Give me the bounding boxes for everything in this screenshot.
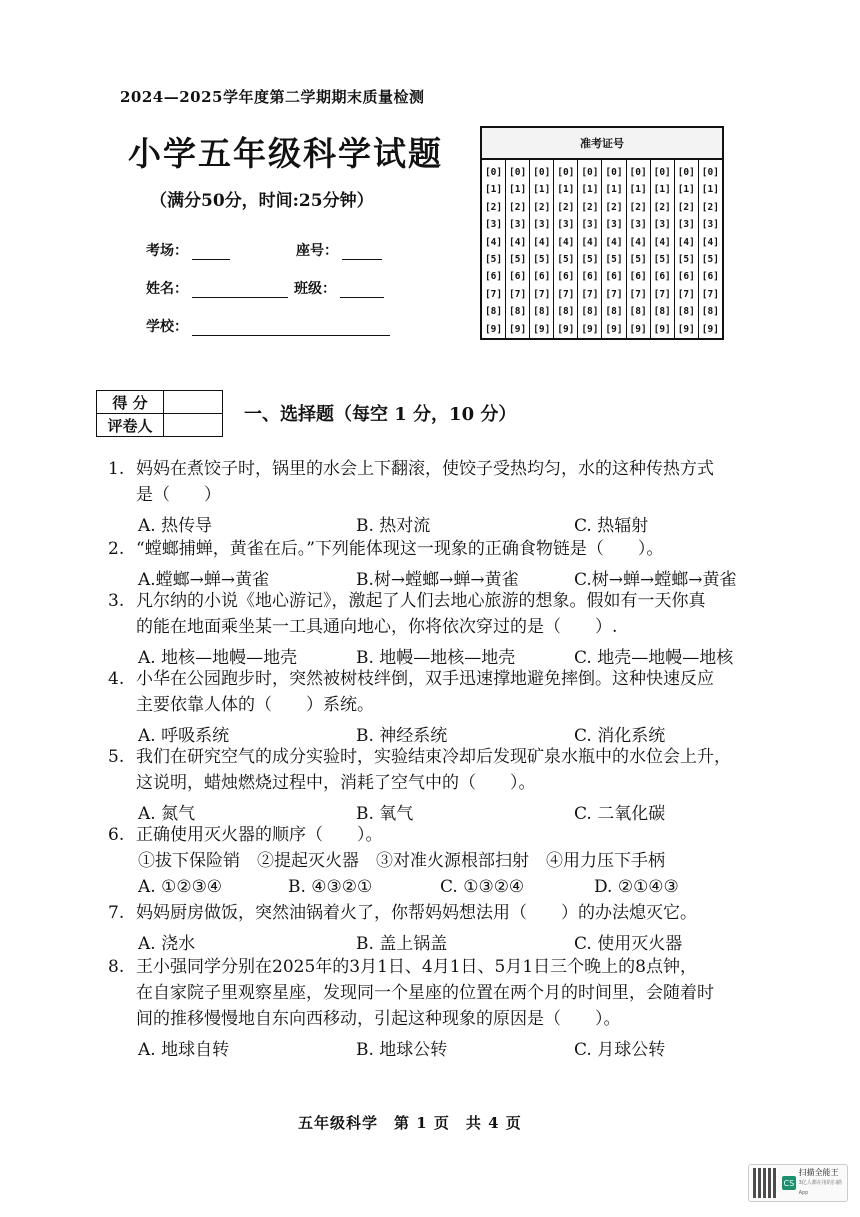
- exam-number-bubble[interactable]: [8]: [605, 306, 623, 318]
- seat-blank[interactable]: [342, 245, 382, 260]
- school-field: [146, 316, 390, 336]
- exam-number-bubble[interactable]: [0]: [484, 167, 503, 178]
- question-text: 小华在公园跑步时，突然被树枝绊倒，双手迅速撑地避免摔倒。这种快速反应: [136, 669, 714, 689]
- exam-number-bubble[interactable]: [0]: [605, 167, 623, 178]
- answer-option[interactable]: B. 地球公转: [356, 1040, 448, 1060]
- question-text: 间的推移慢慢地自东向西移动，引起这种现象的原因是（ ）。: [136, 1009, 621, 1029]
- exam-number-bubble[interactable]: [6]: [701, 271, 719, 283]
- exam-number-bubble[interactable]: [5]: [629, 253, 647, 265]
- answer-option[interactable]: B. 热对流: [356, 516, 431, 536]
- exam-room-label: 考场：: [146, 243, 188, 259]
- exam-number-bubble[interactable]: [9]: [677, 323, 695, 335]
- exam-number-column: [675, 160, 699, 340]
- grader-blank[interactable]: [164, 414, 223, 437]
- exam-number-column: [578, 160, 602, 340]
- question-text: 这说明，蜡烛燃烧过程中，消耗了空气中的（ ）。: [136, 773, 536, 793]
- question-text: 的能在地面乘坐某一工具通向地心，你将依次穿过的是（ ）.: [136, 617, 618, 637]
- exam-number-bubble[interactable]: [8]: [484, 306, 503, 318]
- exam-number-bubble[interactable]: [3]: [581, 219, 599, 231]
- question-number: 3.: [108, 591, 125, 611]
- exam-number-bubble[interactable]: [5]: [581, 253, 599, 265]
- exam-number-bubble[interactable]: [2]: [484, 201, 503, 213]
- exam-number-bubble[interactable]: [2]: [605, 201, 623, 213]
- answer-option[interactable]: A. 地球自转: [138, 1040, 230, 1060]
- answer-option[interactable]: B. 盖上锅盖: [356, 934, 448, 954]
- exam-number-bubble[interactable]: [3]: [557, 219, 575, 231]
- exam-number-bubble[interactable]: [8]: [701, 306, 719, 318]
- answer-option[interactable]: B. 神经系统: [356, 726, 448, 746]
- exam-number-bubble[interactable]: [6]: [653, 271, 671, 283]
- question-text: 王小强同学分别在2025年的3月1日、4月1日、5月1日三个晚上的8点钟，: [136, 957, 697, 977]
- class-field: [294, 278, 384, 298]
- exam-number-bubble[interactable]: [6]: [484, 271, 503, 283]
- exam-number-bubble[interactable]: [3]: [605, 219, 623, 231]
- page-footer: 五年级科学 第 1 页 共 4 页: [298, 1114, 522, 1132]
- answer-option[interactable]: A. 氮气: [138, 804, 196, 824]
- score-label: 得 分: [97, 391, 164, 414]
- exam-number-bubble[interactable]: [6]: [605, 271, 623, 283]
- exam-number-bubble[interactable]: [1]: [629, 184, 647, 196]
- exam-number-bubble[interactable]: [4]: [605, 236, 623, 248]
- answer-option[interactable]: B. ④③②①: [288, 877, 373, 897]
- exam-number-bubble[interactable]: [9]: [533, 323, 551, 335]
- seat-label: 座号：: [296, 243, 338, 259]
- exam-room-blank[interactable]: [192, 245, 230, 260]
- exam-number-bubble[interactable]: [8]: [653, 306, 671, 318]
- question-text: 妈妈厨房做饭，突然油锅着火了，你帮妈妈想法用（ ）的办法熄灭它。: [136, 903, 697, 923]
- qr-code-icon: [753, 1168, 778, 1198]
- exam-number-bubble[interactable]: [8]: [509, 306, 527, 318]
- exam-number-bubble[interactable]: [5]: [677, 253, 695, 265]
- question-text: “螳螂捕蝉，黄雀在后。”下列能体现这一现象的正确食物链是（ ）。: [136, 539, 664, 559]
- exam-number-bubble[interactable]: [0]: [653, 167, 671, 178]
- exam-number-bubble[interactable]: [5]: [605, 253, 623, 265]
- scanner-sub: 3亿人都在用的扫描App: [798, 1180, 842, 1196]
- exam-number-bubble[interactable]: [7]: [533, 288, 551, 300]
- class-blank[interactable]: [340, 283, 384, 298]
- exam-number-column: [554, 160, 578, 340]
- exam-number-bubble[interactable]: [2]: [533, 201, 551, 213]
- exam-number-bubble[interactable]: [1]: [484, 184, 503, 196]
- question-text: 在自家院子里观察星座，发现同一个星座的位置在两个月的时间里，会随着时: [136, 983, 714, 1003]
- exam-number-bubble[interactable]: [9]: [509, 323, 527, 335]
- exam-number-bubble[interactable]: [0]: [629, 167, 647, 178]
- exam-number-bubble[interactable]: [1]: [677, 184, 695, 196]
- exam-number-bubble[interactable]: [9]: [605, 323, 623, 335]
- answer-option[interactable]: C. 二氧化碳: [574, 804, 666, 824]
- exam-number-bubble[interactable]: [2]: [677, 201, 695, 213]
- cs-logo: CS: [782, 1176, 795, 1190]
- answer-option[interactable]: B.树→螳螂→蝉→黄雀: [356, 570, 519, 590]
- question-number: 7.: [108, 903, 125, 923]
- question-text: 凡尔纳的小说《地心游记》，激起了人们去地心旅游的想象。假如有一天你真: [136, 591, 706, 611]
- exam-number-bubble[interactable]: [4]: [629, 236, 647, 248]
- answer-option[interactable]: A. 浇水: [138, 934, 196, 954]
- exam-number-bubble[interactable]: [9]: [557, 323, 575, 335]
- exam-number-bubble[interactable]: [2]: [581, 201, 599, 213]
- exam-number-bubble[interactable]: [5]: [701, 253, 719, 265]
- exam-number-grid: [480, 126, 724, 340]
- scanner-text: [799, 1168, 843, 1198]
- exam-number-bubble[interactable]: [1]: [701, 184, 719, 196]
- exam-number-bubble[interactable]: [1]: [653, 184, 671, 196]
- exam-number-bubble[interactable]: [1]: [581, 184, 599, 196]
- exam-number-bubble[interactable]: [9]: [701, 323, 719, 335]
- exam-number-bubble[interactable]: [7]: [677, 288, 695, 300]
- exam-number-bubble[interactable]: [6]: [581, 271, 599, 283]
- question-number: 1.: [108, 459, 125, 479]
- score-time-note: （满分50分，时间:25分钟）: [150, 191, 374, 211]
- answer-option[interactable]: A.螳螂→蝉→黄雀: [138, 570, 270, 590]
- exam-number-bubble[interactable]: [5]: [533, 253, 551, 265]
- exam-number-bubble[interactable]: [9]: [653, 323, 671, 335]
- exam-number-bubble[interactable]: [4]: [484, 236, 503, 248]
- school-label: 学校：: [146, 319, 188, 335]
- exam-number-bubble[interactable]: [7]: [484, 288, 503, 300]
- exam-number-column: [506, 160, 530, 340]
- exam-number-column: [651, 160, 675, 340]
- exam-number-bubble[interactable]: [4]: [557, 236, 575, 248]
- exam-number-column: [627, 160, 651, 340]
- exam-number-column: [530, 160, 554, 340]
- exam-number-column: [699, 160, 722, 340]
- question-number: 6.: [108, 825, 125, 845]
- exam-room-field: [146, 240, 230, 260]
- question-number: 8.: [108, 957, 125, 977]
- exam-number-bubble[interactable]: [2]: [653, 201, 671, 213]
- section-title: 一、选择题（每空 1 分，10 分）: [244, 404, 517, 425]
- answer-option[interactable]: C. ①③②④: [440, 877, 525, 897]
- exam-number-bubble[interactable]: [3]: [629, 219, 647, 231]
- seat-field: [296, 240, 382, 260]
- question-number: 5.: [108, 747, 125, 767]
- answer-option[interactable]: D. ②①④③: [594, 877, 679, 897]
- exam-number-bubble[interactable]: [7]: [701, 288, 719, 300]
- answer-option[interactable]: B. 氧气: [356, 804, 414, 824]
- page-title: 小学五年级科学试题: [128, 134, 443, 173]
- exam-number-bubble[interactable]: [8]: [557, 306, 575, 318]
- scanner-watermark: [748, 1164, 848, 1202]
- question-text: 正确使用灭火器的顺序（ ）。: [136, 825, 383, 845]
- exam-number-bubble[interactable]: [7]: [605, 288, 623, 300]
- exam-number-bubble[interactable]: [2]: [701, 201, 719, 213]
- exam-number-bubble[interactable]: [0]: [557, 167, 575, 178]
- question-text: ①拔下保险销 ②提起灭火器 ③对准火源根部扫射 ④用力压下手柄: [138, 851, 665, 871]
- answer-option[interactable]: C. 月球公转: [574, 1040, 666, 1060]
- name-field: [146, 278, 288, 298]
- answer-option[interactable]: C. 热辐射: [574, 516, 649, 536]
- exam-number-bubble[interactable]: [8]: [677, 306, 695, 318]
- exam-number-bubble[interactable]: [6]: [557, 271, 575, 283]
- exam-number-bubble[interactable]: [1]: [533, 184, 551, 196]
- exam-number-bubble[interactable]: [4]: [653, 236, 671, 248]
- exam-number-bubble[interactable]: [1]: [605, 184, 623, 196]
- name-blank[interactable]: [192, 283, 288, 298]
- exam-number-bubble[interactable]: [7]: [557, 288, 575, 300]
- exam-number-bubble[interactable]: [2]: [629, 201, 647, 213]
- question-text: 妈妈在煮饺子时，锅里的水会上下翻滚，使饺子受热均匀，水的这种传热方式: [136, 459, 714, 479]
- question-number: 4.: [108, 669, 125, 689]
- answer-option[interactable]: B. 地幔—地核—地壳: [356, 648, 516, 668]
- exam-number-bubble[interactable]: [8]: [629, 306, 647, 318]
- exam-number-bubble[interactable]: [4]: [509, 236, 527, 248]
- exam-term-heading: 2024—2025学年度第二学期期末质量检测: [120, 88, 425, 106]
- scanner-name: 扫描全能王: [798, 1168, 839, 1177]
- exam-number-bubble[interactable]: [5]: [653, 253, 671, 265]
- exam-number-bubble[interactable]: [3]: [677, 219, 695, 231]
- answer-option[interactable]: C. 消化系统: [574, 726, 666, 746]
- exam-number-bubble[interactable]: [4]: [581, 236, 599, 248]
- exam-number-bubble[interactable]: [3]: [509, 219, 527, 231]
- name-label: 姓名：: [146, 281, 188, 297]
- exam-number-bubble[interactable]: [3]: [533, 219, 551, 231]
- exam-number-bubble[interactable]: [0]: [581, 167, 599, 178]
- question-text: 我们在研究空气的成分实验时，实验结束冷却后发现矿泉水瓶中的水位会上升，: [136, 747, 731, 767]
- answer-option[interactable]: A. ①②③④: [138, 877, 223, 897]
- exam-number-bubble[interactable]: [1]: [557, 184, 575, 196]
- exam-number-bubble[interactable]: [7]: [629, 288, 647, 300]
- exam-number-bubble[interactable]: [4]: [533, 236, 551, 248]
- answer-option[interactable]: A. 呼吸系统: [138, 726, 230, 746]
- exam-number-bubble[interactable]: [9]: [581, 323, 599, 335]
- question-number: 2.: [108, 539, 125, 559]
- exam-number-bubble[interactable]: [2]: [509, 201, 527, 213]
- exam-number-bubble[interactable]: [8]: [581, 306, 599, 318]
- answer-option[interactable]: A. 热传导: [138, 516, 213, 536]
- exam-number-columns: [482, 160, 722, 340]
- exam-number-bubble[interactable]: [6]: [677, 271, 695, 283]
- exam-number-column: [482, 160, 506, 340]
- school-blank[interactable]: [192, 321, 390, 336]
- exam-number-bubble[interactable]: [3]: [701, 219, 719, 231]
- score-blank[interactable]: [164, 391, 223, 414]
- exam-number-bubble[interactable]: [9]: [484, 323, 503, 335]
- exam-number-bubble[interactable]: [5]: [557, 253, 575, 265]
- exam-number-bubble[interactable]: [4]: [677, 236, 695, 248]
- exam-number-label: 准考证号: [482, 128, 722, 160]
- question-text: 是（ ）: [136, 485, 221, 505]
- answer-option[interactable]: C. 使用灭火器: [574, 934, 683, 954]
- exam-number-bubble[interactable]: [0]: [677, 167, 695, 178]
- answer-option[interactable]: A. 地核—地幔—地壳: [138, 648, 298, 668]
- exam-number-bubble[interactable]: [0]: [533, 167, 551, 178]
- exam-number-bubble[interactable]: [5]: [484, 253, 503, 265]
- answer-option[interactable]: C. 地壳—地幔—地核: [574, 648, 734, 668]
- question-text: 主要依靠人体的（ ）系统。: [136, 695, 374, 715]
- exam-number-column: [602, 160, 626, 340]
- exam-number-bubble[interactable]: [1]: [509, 184, 527, 196]
- exam-number-bubble[interactable]: [2]: [557, 201, 575, 213]
- exam-number-bubble[interactable]: [9]: [629, 323, 647, 335]
- exam-number-bubble[interactable]: [8]: [533, 306, 551, 318]
- exam-number-bubble[interactable]: [6]: [533, 271, 551, 283]
- exam-number-bubble[interactable]: [0]: [509, 167, 527, 178]
- exam-number-bubble[interactable]: [4]: [701, 236, 719, 248]
- exam-number-bubble[interactable]: [3]: [653, 219, 671, 231]
- class-label: 班级：: [294, 281, 336, 297]
- grader-label: 评卷人: [97, 414, 164, 437]
- exam-number-bubble[interactable]: [7]: [653, 288, 671, 300]
- exam-number-bubble[interactable]: [3]: [484, 219, 503, 231]
- score-table: [96, 390, 223, 437]
- answer-option[interactable]: C.树→蝉→螳螂→黄雀: [574, 570, 737, 590]
- exam-number-bubble[interactable]: [7]: [509, 288, 527, 300]
- exam-number-bubble[interactable]: [0]: [701, 167, 719, 178]
- exam-number-bubble[interactable]: [5]: [509, 253, 527, 265]
- exam-number-bubble[interactable]: [7]: [581, 288, 599, 300]
- exam-number-bubble[interactable]: [6]: [509, 271, 527, 283]
- exam-number-bubble[interactable]: [6]: [629, 271, 647, 283]
